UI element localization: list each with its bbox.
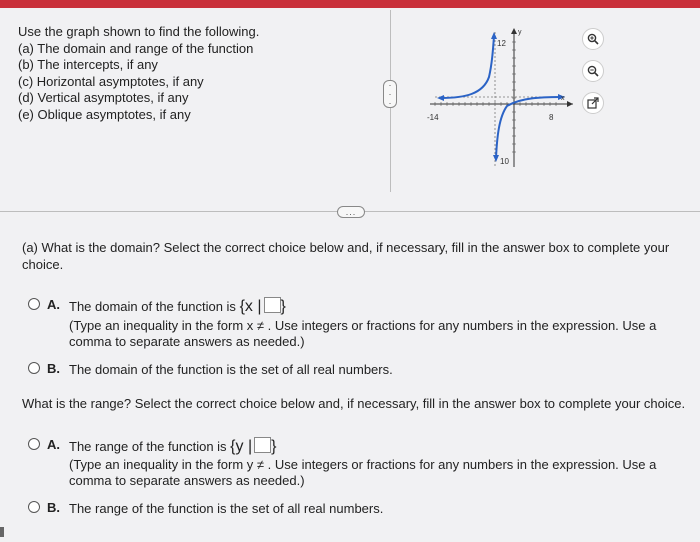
range-prompt: What is the range? Select the correct choice below and, if necessary, fill in the answer box to complete your choice. [22, 396, 686, 411]
domain-choice-b-text: The domain of the function is the set of all real numbers. [69, 362, 393, 377]
y-bottom-label: 10 [500, 157, 509, 166]
domain-choice-a [69, 297, 286, 315]
curve-left-branch [441, 36, 494, 98]
y-top-label: 12 [497, 39, 506, 48]
curve-bottom-arrow [493, 155, 499, 162]
domain-set-prefix: {x | [239, 298, 262, 315]
question-line: (d) Vertical asymptotes, if any [18, 90, 189, 105]
question-line: (b) The intercepts, if any [18, 57, 158, 72]
function-graph [425, 22, 575, 172]
range-choice-b-letter: B. [47, 500, 60, 515]
top-accent-bar [0, 0, 700, 8]
range-set-close: } [271, 438, 277, 455]
question-instructions [18, 24, 259, 123]
range-answer-box[interactable] [254, 437, 271, 453]
curve-right-branch [496, 97, 561, 158]
zoom-out-icon [587, 65, 599, 77]
x-axis-arrow [567, 101, 573, 107]
x-axis-name: x [561, 95, 565, 102]
domain-choice-a-letter: A. [47, 297, 60, 312]
x-right-label: 8 [549, 113, 554, 122]
domain-answer-box[interactable] [264, 297, 281, 313]
range-choice-a-text: The range of the function is [69, 439, 227, 454]
domain-choice-b-letter: B. [47, 361, 60, 376]
popout-button[interactable] [582, 92, 604, 114]
question-line: (a) The domain and range of the function [18, 40, 254, 56]
zoom-out-button[interactable] [582, 60, 604, 82]
left-edge-marker [0, 527, 4, 537]
domain-prompt: (a) What is the domain? Select the correct choice below and, if necessary, fill in the answer box to complete your choice. [22, 240, 670, 272]
range-choice-a-radio[interactable] [28, 438, 40, 450]
y-axis-arrow [511, 28, 517, 34]
zoom-in-button[interactable] [582, 28, 604, 50]
domain-set-close: } [280, 298, 286, 315]
zoom-in-icon [587, 33, 599, 45]
range-hint-line-2: comma to separate answers as needed.) [69, 473, 305, 488]
domain-hint-line-2: comma to separate answers as needed.) [69, 334, 305, 349]
y-axis-name: y [518, 29, 522, 36]
range-set-prefix: {y | [230, 438, 253, 455]
x-left-label: -14 [427, 113, 439, 122]
domain-choice-a-text: The domain of the function is [69, 299, 236, 314]
domain-hint-line-1: (Type an inequality in the form x ≠ . Use integers or fractions for any numbers in the expression. Use a [69, 318, 657, 333]
curve-top-arrow [491, 32, 497, 39]
question-line: (e) Oblique asymptotes, if any [18, 106, 191, 122]
range-hint-line-1: (Type an inequality in the form y ≠ . Use integers or fractions for any numbers in the expression. Use a [69, 457, 657, 472]
horizontal-resize-handle[interactable]: ... [337, 206, 365, 218]
range-choice-b-radio[interactable] [28, 501, 40, 513]
range-choice-a [69, 437, 276, 455]
domain-choice-b-radio[interactable] [28, 362, 40, 374]
vertical-resize-handle[interactable]: · · · [383, 80, 397, 108]
range-choice-a-letter: A. [47, 437, 60, 452]
domain-choice-a-radio[interactable] [28, 298, 40, 310]
question-line: Use the graph shown to find the following. [18, 24, 260, 39]
range-choice-b-text: The range of the function is the set of all real numbers. [69, 501, 384, 516]
question-line: (c) Horizontal asymptotes, if any [18, 73, 204, 89]
curve-left-arrow [437, 95, 444, 101]
popout-icon [587, 97, 599, 109]
